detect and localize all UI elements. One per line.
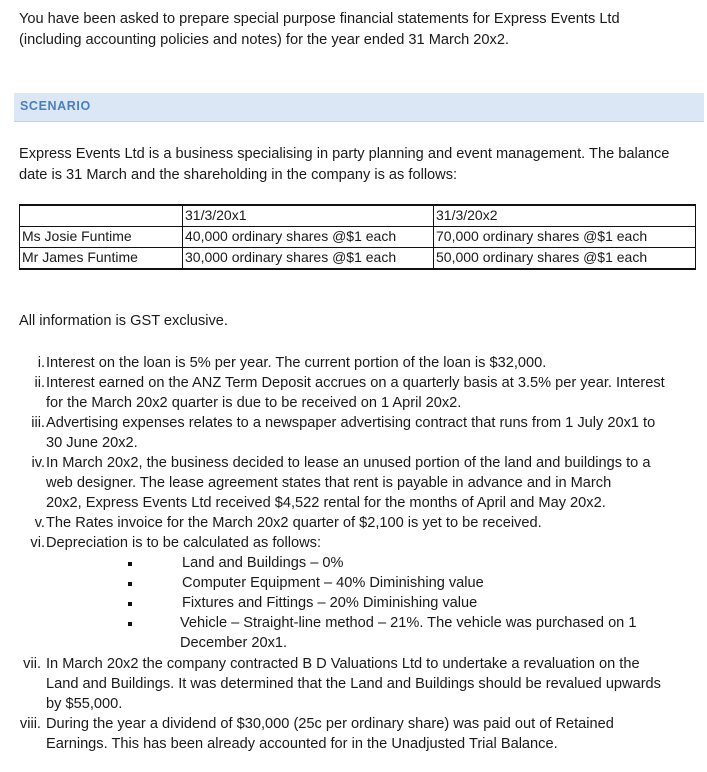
depreciation-text: Land and Buildings – 0% xyxy=(182,555,344,571)
table-header-cell: 31/3/20x1 xyxy=(183,205,434,227)
item-text: The Rates invoice for the March 20x2 quarter of $2,100 is yet to be received. xyxy=(46,515,542,531)
item-number: iv. xyxy=(31,455,45,471)
item-text: Depreciation is to be calculated as follows: xyxy=(46,535,321,551)
item-text: During the year a dividend of $30,000 (25c per ordinary share) was paid out of Retained xyxy=(46,716,614,732)
table-cell: 30,000 ordinary shares @$1 each xyxy=(183,248,434,270)
list-item xyxy=(0,714,700,754)
item-text: Advertising expenses relates to a newspaper advertising contract that runs from 1 July 20x1 to xyxy=(46,415,656,431)
item-number: ii. xyxy=(34,375,45,391)
table-header-cell xyxy=(20,205,183,227)
item-text: Interest earned on the ANZ Term Deposit accrues on a quarterly basis at 3.5% per year. Interest xyxy=(46,375,665,391)
table-header-cell: 31/3/20x2 xyxy=(434,205,696,227)
shareholder-name: Mr James Funtime xyxy=(20,248,183,270)
list-item xyxy=(0,413,700,453)
scenario-paragraph xyxy=(19,144,691,186)
scenario-heading: SCENARIO xyxy=(20,99,91,113)
item-number: viii. xyxy=(19,716,41,732)
depreciation-text: Vehicle – Straight-line method – 21%. The vehicle was purchased on 1 xyxy=(180,615,637,631)
table-cell: 70,000 ordinary shares @$1 each xyxy=(434,227,696,248)
bullet-icon xyxy=(128,582,132,586)
list-item xyxy=(0,353,700,373)
list-item xyxy=(0,513,700,533)
depreciation-list xyxy=(0,553,700,653)
item-text: for the March 20x2 quarter is due to be received on 1 April 20x2. xyxy=(46,395,462,411)
table-header-row xyxy=(20,205,696,227)
item-text: by $55,000. xyxy=(46,696,123,712)
intro-paragraph xyxy=(19,9,699,51)
depreciation-item xyxy=(0,613,700,653)
list-item xyxy=(0,373,700,413)
gst-note: All information is GST exclusive. xyxy=(19,313,228,329)
item-text: 20x2, Express Events Ltd received $4,522 rental for the months of April and May 20x2. xyxy=(46,495,606,511)
item-text: Interest on the loan is 5% per year. The current portion of the loan is $32,000. xyxy=(46,355,547,371)
scenario-line: Express Events Ltd is a business specialising in party planning and event management. The balance xyxy=(19,146,670,162)
item-text: Land and Buildings. It was determined that the Land and Buildings should be revalued upwards xyxy=(46,676,661,692)
intro-line: You have been asked to prepare special purpose financial statements for Express Events Ltd xyxy=(19,11,620,27)
bullet-icon xyxy=(128,602,132,606)
intro-line: (including accounting policies and notes) for the year ended 31 March 20x2. xyxy=(19,32,510,48)
table-row xyxy=(20,227,696,248)
bullet-icon xyxy=(128,562,132,566)
item-text: 30 June 20x2. xyxy=(46,435,138,451)
item-number: i. xyxy=(37,355,45,371)
depreciation-item xyxy=(0,553,700,573)
list-item xyxy=(0,453,700,513)
item-text: web designer. The lease agreement states that rent is payable in advance and in March xyxy=(46,475,612,491)
list-item xyxy=(0,533,700,653)
depreciation-text: December 20x1. xyxy=(180,635,288,651)
item-number: iii. xyxy=(31,415,45,431)
item-text: In March 20x2, the business decided to lease an unused portion of the land and buildings to a xyxy=(46,455,651,471)
item-number: vi. xyxy=(30,535,45,551)
item-text: Earnings. This has been already accounted for in the Unadjusted Trial Balance. xyxy=(46,736,558,752)
item-text: In March 20x2 the company contracted B D Valuations Ltd to undertake a revaluation on the xyxy=(46,656,640,672)
table-row xyxy=(20,248,696,270)
table-cell: 50,000 ordinary shares @$1 each xyxy=(434,248,696,270)
bullet-icon xyxy=(128,622,132,626)
item-number: v. xyxy=(34,515,45,531)
table-cell: 40,000 ordinary shares @$1 each xyxy=(183,227,434,248)
shareholder-name: Ms Josie Funtime xyxy=(20,227,183,248)
scenario-line: date is 31 March and the shareholding in the company is as follows: xyxy=(19,167,458,183)
depreciation-item xyxy=(0,593,700,613)
depreciation-item xyxy=(0,573,700,593)
depreciation-text: Computer Equipment – 40% Diminishing value xyxy=(182,575,484,591)
shareholding-table xyxy=(19,204,696,270)
list-item xyxy=(0,654,700,714)
scenario-heading-band xyxy=(14,93,704,122)
depreciation-text: Fixtures and Fittings – 20% Diminishing value xyxy=(182,595,478,611)
item-number: vii. xyxy=(23,656,41,672)
adjustments-list xyxy=(0,353,700,754)
